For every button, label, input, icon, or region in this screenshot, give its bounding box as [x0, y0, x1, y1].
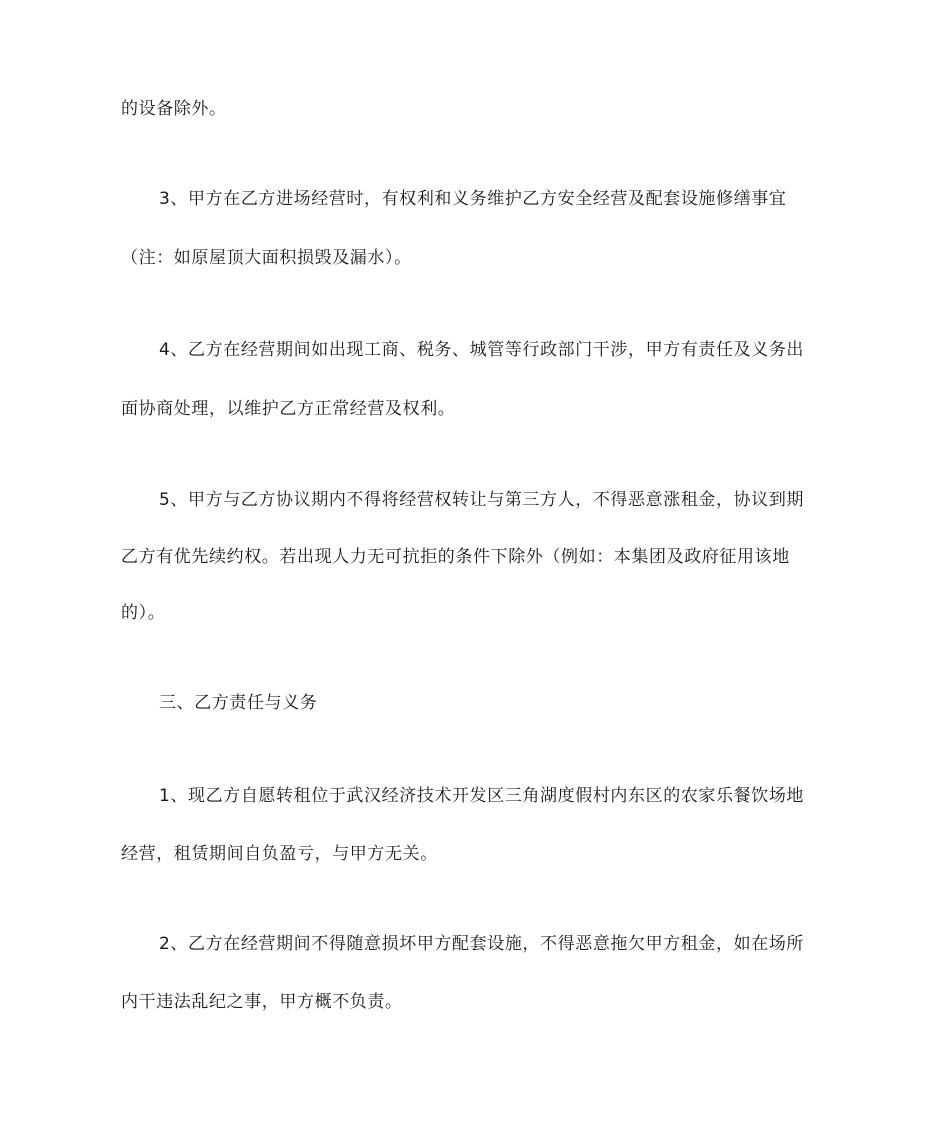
clause-2-line-1: 2、乙方在经营期间不得随意损坏甲方配套设施，不得恶意拖欠甲方租金，如在场所	[159, 934, 805, 954]
clause-1-line-1: 1、现乙方自愿转租位于武汉经济技术开发区三角湖度假村内东区的农家乐餐饮场地	[159, 786, 805, 806]
clause-1-line-2: 经营，租赁期间自负盈亏，与甲方无关。	[121, 844, 438, 864]
clause-4-line-1: 4、乙方在经营期间如出现工商、税务、城管等行政部门干涉，甲方有责任及义务出	[159, 340, 805, 360]
clause-4-line-2: 面协商处理，以维护乙方正常经营及权利。	[121, 399, 456, 419]
clause-2-line-2: 内干违法乱纪之事，甲方概不负责。	[121, 992, 403, 1012]
clause-3-line-2: （注：如原屋顶大面积损毁及漏水）。	[121, 248, 412, 268]
clause-5-line-2: 乙方有优先续约权。若出现人力无可抗拒的条件下除外（例如：本集团及政府征用该地	[121, 547, 790, 567]
clause-5-line-3: 的）。	[121, 603, 166, 623]
text-line: 的设备除外。	[121, 99, 227, 119]
section-heading: 三、乙方责任与义务	[159, 693, 318, 713]
clause-3-line-1: 3、甲方在乙方进场经营时，有权利和义务维护乙方安全经营及配套设施修缮事宜	[159, 189, 787, 209]
clause-5-line-1: 5、甲方与乙方协议期内不得将经营权转让与第三方人，不得恶意涨租金，协议到期	[159, 490, 805, 510]
